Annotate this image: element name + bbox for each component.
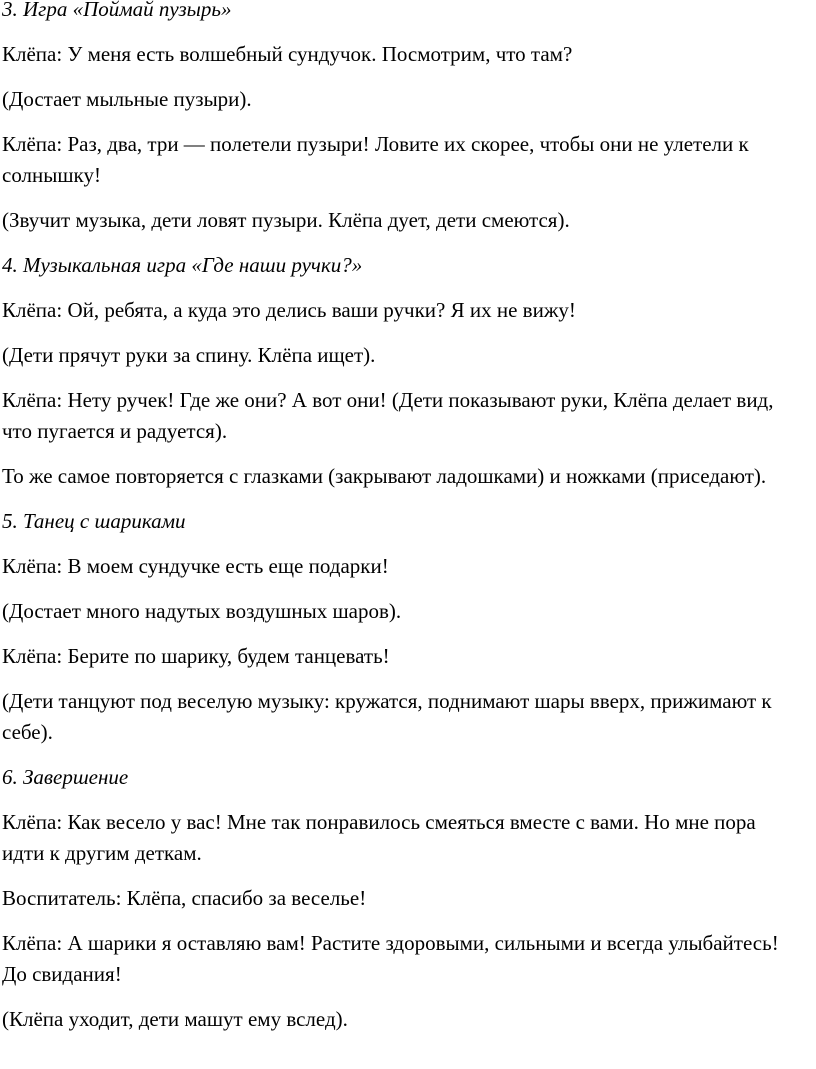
stage-direction: (Клёпа уходит, дети машут ему вслед). xyxy=(2,1007,348,1031)
dialogue-line: Клёпа: Ой, ребята, а куда это делись ваши ручки? Я их не вижу! xyxy=(2,298,576,322)
dialogue-line: Клёпа: Берите по шарику, будем танцевать! xyxy=(2,644,390,668)
dialogue-line: Клёпа: Нету ручек! Где же они? А вот они! (Дети показывают руки, Клёпа делает вид, что пугается и радуется). xyxy=(2,388,774,443)
section-heading-ending: 6. Завершение xyxy=(2,765,129,789)
dialogue-line: Клёпа: У меня есть волшебный сундучок. Посмотрим, что там? xyxy=(2,42,573,66)
dialogue-line: Воспитатель: Клёпа, спасибо за веселье! xyxy=(2,886,367,910)
section-heading-hands-game: 4. Музыкальная игра «Где наши ручки?» xyxy=(2,253,363,277)
stage-direction: (Дети танцуют под веселую музыку: кружатся, поднимают шары вверх, прижимают к себе). xyxy=(2,689,772,744)
section-heading-balloon-dance: 5. Танец с шариками xyxy=(2,509,186,533)
dialogue-line: Клёпа: Раз, два, три — полетели пузыри! Ловите их скорее, чтобы они не улетели к солнышку! xyxy=(2,132,749,187)
stage-direction: (Дети прячут руки за спину. Клёпа ищет). xyxy=(2,343,376,367)
stage-direction: (Звучит музыка, дети ловят пузыри. Клёпа дует, дети смеются). xyxy=(2,208,570,232)
section-heading-bubbles: 3. Игра «Поймай пузырь» xyxy=(2,0,232,21)
body-paragraph: То же самое повторяется с глазками (закрывают ладошками) и ножками (приседают). xyxy=(2,464,767,488)
dialogue-line: Клёпа: В моем сундучке есть еще подарки! xyxy=(2,554,389,578)
stage-direction: (Достает мыльные пузыри). xyxy=(2,87,252,111)
dialogue-line: Клёпа: А шарики я оставляю вам! Растите здоровыми, сильными и всегда улыбайтесь! До свидания! xyxy=(2,931,779,986)
stage-direction: (Достает много надутых воздушных шаров). xyxy=(2,599,402,623)
dialogue-line: Клёпа: Как весело у вас! Мне так понравилось смеяться вместе с вами. Но мне пора идти к другим деткам. xyxy=(2,810,756,865)
